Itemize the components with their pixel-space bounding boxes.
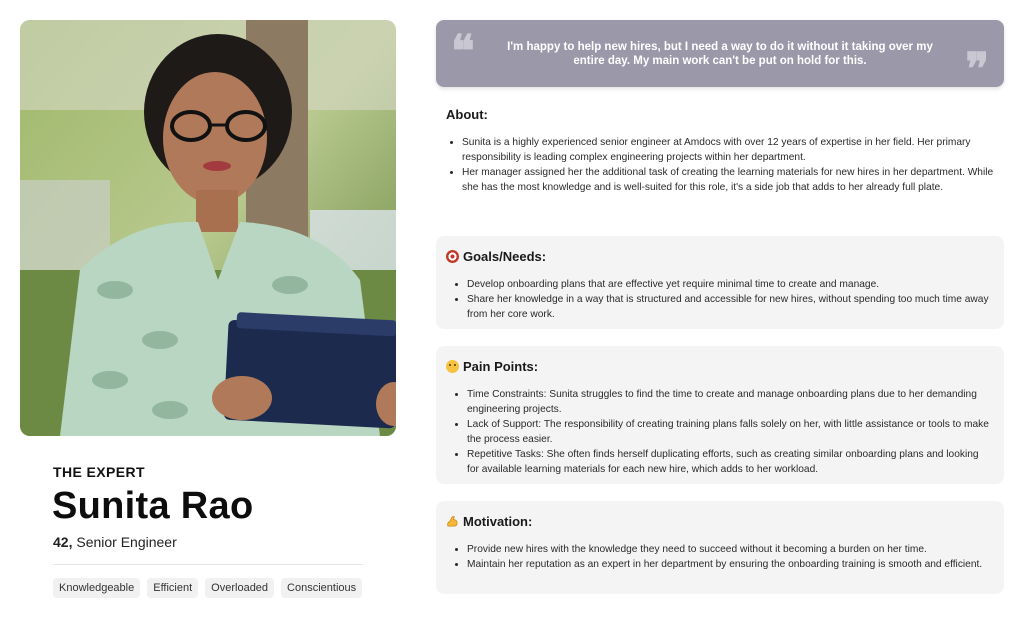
- list-item: • Develop onboarding plans that are effective yet require minimal time to create and manage.: [467, 277, 990, 292]
- open-quote-icon: ❝: [451, 26, 475, 77]
- motivation-card: [436, 501, 1004, 594]
- close-quote-icon: ❞: [965, 44, 989, 95]
- list-item: • Lack of Support: The responsibility of creating training plans falls solely on her, with little assistance or tools to make the process easier.: [467, 417, 990, 447]
- goals-heading: [446, 249, 990, 264]
- about-list: [446, 135, 996, 195]
- list-item: • Provide new hires with the knowledge they need to succeed without it becoming a burden on her time.: [467, 542, 990, 557]
- list-item: • Her manager assigned her the additional task of creating the learning materials for new hires in her department. While she has the most knowledge and is well-suited for this role, it's a side job that adds to her already full plate.: [462, 165, 996, 195]
- target-icon: [446, 250, 459, 263]
- list-item: • Share her knowledge in a way that is structured and accessible for new hires, without spending too much time away from her core work.: [467, 292, 990, 322]
- quote-text: I'm happy to help new hires, but I need a way to do it without it taking over my entire day. My main work can't be put on hold for this.: [507, 41, 933, 67]
- motivation-list: [451, 542, 990, 572]
- list-item: • Repetitive Tasks: She often finds herself duplicating efforts, such as creating similar onboarding plans and looking for available learning materials for each new hire, which adds to her workload.: [467, 447, 990, 477]
- goals-list: [451, 277, 990, 322]
- trait-tag: Conscientious: [281, 578, 362, 598]
- about-title: About:: [446, 107, 488, 122]
- goals-title: Goals/Needs:: [463, 249, 547, 264]
- motivation-heading: [446, 514, 990, 529]
- persona-name: Sunita Rao: [52, 485, 254, 527]
- pain-points-list: [451, 387, 990, 477]
- trait-tag: Efficient: [147, 578, 198, 598]
- persona-age-role: [53, 534, 177, 550]
- pain-points-title: Pain Points:: [463, 359, 539, 374]
- pain-points-heading: [446, 359, 990, 374]
- quote-box: [436, 20, 1004, 95]
- about-section: [446, 107, 996, 195]
- list-item: • Sunita is a highly experienced senior engineer at Amdocs with over 12 years of expertise in her field. Her primary responsibility is leading complex engineering projects within her department.: [462, 135, 996, 165]
- persona-age: 42,: [53, 534, 73, 550]
- trait-tags: [53, 578, 362, 598]
- persona-job-title: Senior Engineer: [76, 534, 177, 550]
- trait-tag: Knowledgeable: [53, 578, 140, 598]
- motivation-title: Motivation:: [463, 514, 533, 529]
- list-item: • Maintain her reputation as an expert in her department by ensuring the onboarding training is smooth and efficient.: [467, 557, 990, 572]
- goals-card: [436, 236, 1004, 329]
- frowning-face-icon: [446, 360, 459, 373]
- divider: [53, 564, 363, 565]
- flexed-bicep-icon: [446, 515, 459, 528]
- persona-photo: [20, 20, 396, 436]
- trait-tag: Overloaded: [205, 578, 274, 598]
- list-item: • Time Constraints: Sunita struggles to find the time to create and manage onboarding plans due to her demanding engineering projects.: [467, 387, 990, 417]
- pain-points-card: [436, 346, 1004, 484]
- persona-kicker: THE EXPERT: [53, 464, 145, 480]
